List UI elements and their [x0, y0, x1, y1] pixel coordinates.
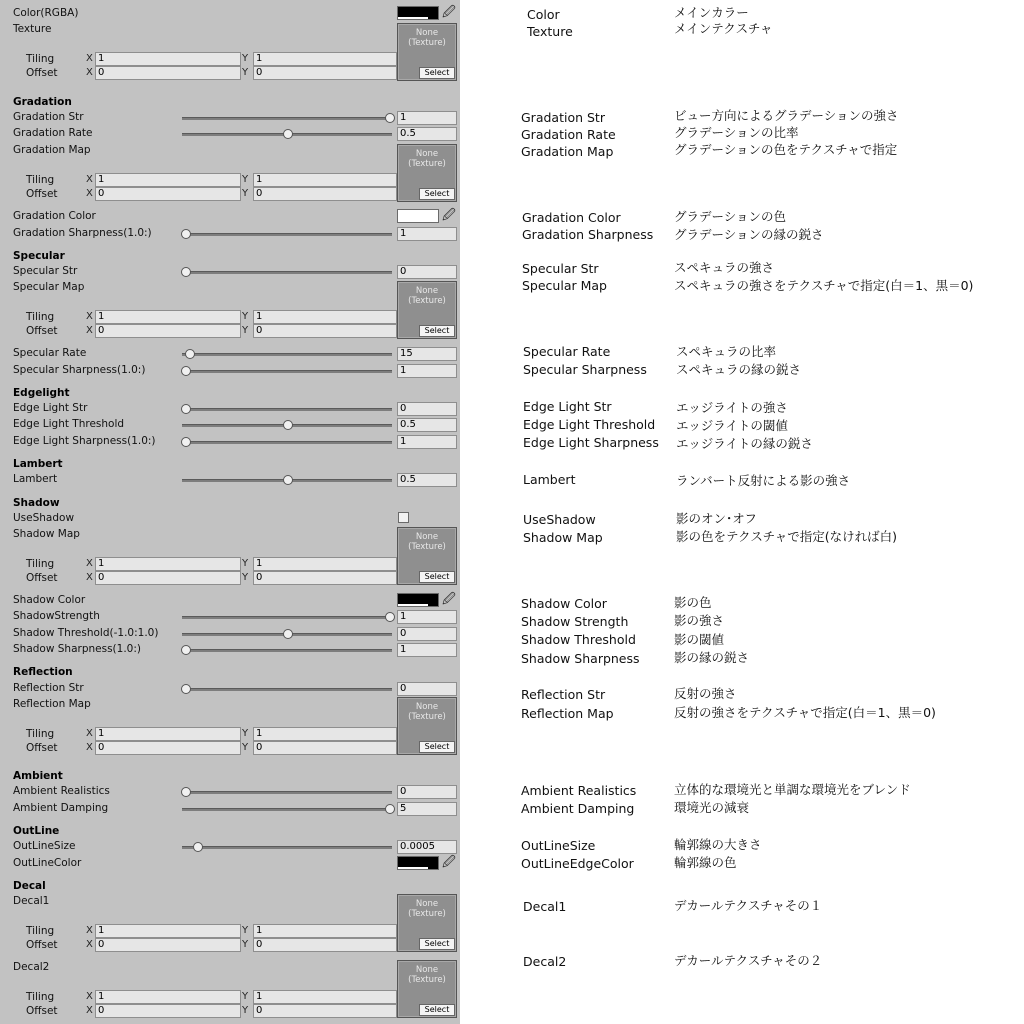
gradation-header: Gradation [13, 96, 72, 108]
tiling-label: Tiling [26, 925, 55, 937]
tiling-x-field[interactable]: 1 [95, 557, 241, 571]
shadow-strength-field[interactable]: 1 [397, 610, 457, 624]
doc-use-shadow-name: UseShadow [523, 512, 596, 527]
use-shadow-checkbox[interactable] [398, 512, 409, 523]
shadow-strength-slider[interactable] [182, 616, 392, 619]
texture-select-button[interactable]: Select [419, 67, 455, 79]
gradation-sharpness-label: Gradation Sharpness(1.0:) [13, 227, 152, 239]
x-axis-label: X [86, 325, 93, 336]
x-axis-label: X [86, 742, 93, 753]
doc-decal2-name: Decal2 [523, 954, 567, 969]
texture-none-text: None [415, 149, 439, 159]
gradation-str-field[interactable]: 1 [397, 111, 457, 125]
edgelight-header: Edgelight [13, 387, 70, 399]
doc-gradation-sharpness-name: Gradation Sharpness [522, 227, 654, 242]
tiling-y-field[interactable]: 1 [253, 310, 397, 324]
y-axis-label: Y [242, 558, 249, 569]
ambient-damping-slider-thumb[interactable] [385, 804, 395, 814]
doc-shadow-map-desc: 影の色をテクスチャで指定(なければ白) [676, 529, 898, 544]
outline-color-label: OutLineColor [13, 857, 82, 869]
tiling-label: Tiling [26, 991, 55, 1003]
offset-label: Offset [26, 325, 58, 337]
offset-label: Offset [26, 572, 58, 584]
shadow-color-label: Shadow Color [13, 594, 86, 606]
tiling-x-field[interactable]: 1 [95, 727, 241, 741]
offset-label: Offset [26, 939, 58, 951]
gradation-sharpness-slider-thumb[interactable] [181, 229, 191, 239]
x-axis-label: X [86, 67, 93, 78]
shadow-header: Shadow [13, 497, 60, 509]
doc-edge-light-threshold-name: Edge Light Threshold [523, 417, 656, 432]
decal-header: Decal [13, 880, 46, 892]
offset-x-field[interactable]: 0 [95, 324, 241, 338]
x-axis-label: X [86, 174, 93, 185]
tiling-label: Tiling [26, 311, 55, 323]
texture-type-text: (Texture) [408, 909, 446, 919]
texture-type-text: (Texture) [408, 296, 446, 306]
lambert-header: Lambert [13, 458, 63, 470]
edge-light-sharpness-field[interactable]: 1 [397, 435, 457, 449]
shadow-sharpness-field[interactable]: 1 [397, 643, 457, 657]
gradation-sharpness-slider[interactable] [182, 233, 392, 236]
offset-label: Offset [26, 742, 58, 754]
shadow-threshold-field[interactable]: 0 [397, 627, 457, 641]
doc-color-name: Color [527, 7, 560, 22]
decal2-texture-slot[interactable] [397, 960, 457, 1018]
doc-decal1-name: Decal1 [523, 899, 567, 914]
shadow-sharpness-slider-thumb[interactable] [181, 645, 191, 655]
ambient-realistics-field[interactable]: 0 [397, 785, 457, 799]
x-axis-label: X [86, 925, 93, 936]
outline-size-label: OutLineSize [13, 840, 76, 852]
x-axis-label: X [86, 572, 93, 583]
y-axis-label: Y [242, 174, 249, 185]
y-axis-label: Y [242, 939, 249, 950]
doc-specular-str-name: Specular Str [522, 261, 599, 276]
edge-light-sharpness-slider-thumb[interactable] [181, 437, 191, 447]
doc-lambert-name: Lambert [523, 472, 576, 487]
doc-edge-light-sharpness-name: Edge Light Sharpness [523, 435, 659, 450]
outline-header: OutLine [13, 825, 60, 837]
x-axis-label: X [86, 188, 93, 199]
outline-color-swatch[interactable] [397, 856, 439, 870]
doc-color-desc: メインカラー [674, 5, 749, 20]
reflection-str-slider-thumb[interactable] [181, 684, 191, 694]
shadow-threshold-slider-thumb[interactable] [283, 629, 293, 639]
reflection-str-field[interactable]: 0 [397, 682, 457, 696]
main-texture-slot[interactable] [397, 23, 457, 81]
doc-outline-color-desc: 輪郭線の色 [674, 855, 737, 870]
texture-select-button[interactable]: Select [419, 188, 455, 200]
specular-rate-field[interactable]: 15 [397, 347, 457, 361]
tiling-y-field[interactable]: 1 [253, 924, 397, 938]
doc-shadow-color-name: Shadow Color [521, 596, 607, 611]
texture-select-button[interactable]: Select [419, 741, 455, 753]
edge-light-str-slider[interactable] [182, 408, 392, 411]
gradation-sharpness-field[interactable]: 1 [397, 227, 457, 241]
texture-none-text: None [415, 28, 439, 38]
edge-light-threshold-slider-thumb[interactable] [283, 420, 293, 430]
doc-shadow-color-desc: 影の色 [674, 595, 712, 610]
doc-gradation-rate-desc: グラデーションの比率 [674, 125, 799, 140]
doc-outline-size-desc: 輪郭線の大きさ [674, 837, 762, 852]
x-axis-label: X [86, 311, 93, 322]
ambient-header: Ambient [13, 770, 63, 782]
offset-x-field[interactable]: 0 [95, 741, 241, 755]
texture-none-text: None [415, 702, 439, 712]
doc-gradation-str-desc: ビュー方向によるグラデーションの強さ [674, 108, 899, 123]
doc-shadow-map-name: Shadow Map [523, 530, 603, 545]
specular-map-label: Specular Map [13, 281, 85, 293]
shadow-strength-slider-thumb[interactable] [385, 612, 395, 622]
tiling-x-field[interactable]: 1 [95, 924, 241, 938]
ambient-damping-field[interactable]: 5 [397, 802, 457, 816]
eyedropper-icon[interactable]: 🖉 [442, 5, 456, 20]
specular-str-label: Specular Str [13, 265, 78, 277]
y-axis-label: Y [242, 67, 249, 78]
lambert-slider-thumb[interactable] [283, 475, 293, 485]
doc-gradation-sharpness-desc: グラデーションの縁の鋭さ [674, 227, 824, 242]
main-texture-label: Texture [13, 23, 52, 35]
doc-reflection-map-name: Reflection Map [521, 706, 614, 721]
ambient-realistics-slider-thumb[interactable] [181, 787, 191, 797]
y-axis-label: Y [242, 1005, 249, 1016]
gradation-str-slider-thumb[interactable] [385, 113, 395, 123]
shadow-sharpness-label: Shadow Sharpness(1.0:) [13, 643, 141, 655]
tiling-x-field[interactable]: 1 [95, 990, 241, 1004]
doc-gradation-map-desc: グラデーションの色をテクスチャで指定 [674, 142, 898, 157]
doc-shadow-strength-desc: 影の強さ [674, 613, 725, 628]
texture-none-text: None [415, 286, 439, 296]
tiling-label: Tiling [26, 174, 55, 186]
shadow-sharpness-slider[interactable] [182, 649, 392, 652]
y-axis-label: Y [242, 311, 249, 322]
doc-edge-light-str-desc: エッジライトの強さ [676, 400, 788, 415]
eyedropper-icon[interactable]: 🖉 [442, 855, 456, 870]
gradation-str-slider[interactable] [182, 117, 392, 120]
doc-gradation-str-name: Gradation Str [521, 110, 605, 125]
shadow-map-label: Shadow Map [13, 528, 80, 540]
shadow-map-texture-slot[interactable] [397, 527, 457, 585]
texture-type-text: (Texture) [408, 712, 446, 722]
decal2-label: Decal2 [13, 961, 50, 973]
doc-shadow-threshold-name: Shadow Threshold [521, 632, 636, 647]
edge-light-str-slider-thumb[interactable] [181, 404, 191, 414]
specular-sharpness-field[interactable]: 1 [397, 364, 457, 378]
texture-type-text: (Texture) [408, 159, 446, 169]
texture-select-button[interactable]: Select [419, 938, 455, 950]
tiling-x-field[interactable]: 1 [95, 173, 241, 187]
texture-type-text: (Texture) [408, 38, 446, 48]
edge-light-sharpness-slider[interactable] [182, 441, 392, 444]
outline-size-slider[interactable] [182, 846, 392, 849]
gradation-rate-slider-thumb[interactable] [283, 129, 293, 139]
texture-none-text: None [415, 965, 439, 975]
ambient-damping-slider[interactable] [182, 808, 392, 811]
texture-none-text: None [415, 899, 439, 909]
lambert-field[interactable]: 0.5 [397, 473, 457, 487]
offset-y-field[interactable]: 0 [253, 1004, 397, 1018]
doc-shadow-strength-name: Shadow Strength [521, 614, 629, 629]
gradation-rate-label: Gradation Rate [13, 127, 93, 139]
doc-shadow-sharpness-name: Shadow Sharpness [521, 651, 640, 666]
doc-decal2-desc: デカールテクスチャその２ [674, 953, 823, 968]
gradation-str-label: Gradation Str [13, 111, 84, 123]
y-axis-label: Y [242, 925, 249, 936]
edge-light-threshold-field[interactable]: 0.5 [397, 418, 457, 432]
specular-rate-slider-thumb[interactable] [185, 349, 195, 359]
specular-map-texture-slot[interactable] [397, 281, 457, 339]
doc-edge-light-str-name: Edge Light Str [523, 399, 612, 414]
shadow-threshold-label: Shadow Threshold(-1.0:1.0) [13, 627, 159, 639]
texture-select-button[interactable]: Select [419, 325, 455, 337]
gradation-rate-field[interactable]: 0.5 [397, 127, 457, 141]
offset-label: Offset [26, 188, 58, 200]
texture-type-text: (Texture) [408, 542, 446, 552]
outline-size-slider-thumb[interactable] [193, 842, 203, 852]
tiling-label: Tiling [26, 728, 55, 740]
eyedropper-icon[interactable]: 🖉 [442, 592, 456, 607]
y-axis-label: Y [242, 53, 249, 64]
offset-x-field[interactable]: 0 [95, 66, 241, 80]
doc-specular-sharpness-desc: スペキュラの縁の鋭さ [676, 362, 802, 377]
gradation-color-label: Gradation Color [13, 210, 96, 222]
reflection-map-label: Reflection Map [13, 698, 91, 710]
doc-gradation-color-desc: グラデーションの色 [674, 209, 787, 224]
gradation-map-texture-slot[interactable] [397, 144, 457, 202]
specular-sharpness-slider-thumb[interactable] [181, 366, 191, 376]
x-axis-label: X [86, 558, 93, 569]
tiling-label: Tiling [26, 558, 55, 570]
doc-specular-sharpness-name: Specular Sharpness [523, 362, 647, 377]
gradation-color-swatch[interactable] [397, 209, 439, 223]
doc-specular-rate-name: Specular Rate [523, 344, 611, 359]
decal1-texture-slot[interactable] [397, 894, 457, 952]
y-axis-label: Y [242, 572, 249, 583]
x-axis-label: X [86, 728, 93, 739]
offset-y-field[interactable]: 0 [253, 187, 397, 201]
specular-sharpness-slider[interactable] [182, 370, 392, 373]
doc-ambient-realistics-desc: 立体的な環境光と単調な環境光をブレンド [674, 782, 911, 797]
offset-y-field[interactable]: 0 [253, 571, 397, 585]
texture-select-button[interactable]: Select [419, 1004, 455, 1016]
texture-type-text: (Texture) [408, 975, 446, 985]
offset-y-field[interactable]: 0 [253, 66, 397, 80]
y-axis-label: Y [242, 991, 249, 1002]
specular-str-slider-thumb[interactable] [181, 267, 191, 277]
doc-gradation-rate-name: Gradation Rate [521, 127, 616, 142]
doc-reflection-str-desc: 反射の強さ [674, 686, 737, 701]
doc-ambient-damping-desc: 環境光の減衰 [674, 800, 750, 815]
tiling-x-field[interactable]: 1 [95, 52, 241, 66]
doc-specular-rate-desc: スペキュラの比率 [676, 344, 777, 359]
doc-reflection-map-desc: 反射の強さをテクスチャで指定(白＝1、黒＝0) [674, 705, 936, 720]
edge-light-str-field[interactable]: 0 [397, 402, 457, 416]
ambient-realistics-slider[interactable] [182, 791, 392, 794]
doc-ambient-damping-name: Ambient Damping [521, 801, 635, 816]
doc-specular-str-desc: スペキュラの強さ [674, 260, 775, 275]
doc-texture-name: Texture [527, 24, 573, 39]
doc-texture-desc: メインテクスチャ [674, 21, 773, 36]
reflection-str-slider[interactable] [182, 688, 392, 691]
eyedropper-icon[interactable]: 🖉 [442, 208, 456, 223]
edge-light-str-label: Edge Light Str [13, 402, 88, 414]
doc-ambient-realistics-name: Ambient Realistics [521, 783, 637, 798]
doc-outline-color-name: OutLineEdgeColor [521, 856, 634, 871]
edge-light-threshold-label: Edge Light Threshold [13, 418, 125, 430]
x-axis-label: X [86, 1005, 93, 1016]
doc-gradation-map-name: Gradation Map [521, 144, 614, 159]
use-shadow-label: UseShadow [13, 512, 75, 524]
ambient-damping-label: Ambient Damping [13, 802, 109, 814]
tiling-y-field[interactable]: 1 [253, 557, 397, 571]
property-description-list [460, 0, 1024, 1024]
doc-use-shadow-desc: 影のオン･オフ [676, 511, 757, 526]
y-axis-label: Y [242, 742, 249, 753]
y-axis-label: Y [242, 188, 249, 199]
offset-y-field[interactable]: 0 [253, 938, 397, 952]
specular-sharpness-label: Specular Sharpness(1.0:) [13, 364, 146, 376]
y-axis-label: Y [242, 728, 249, 739]
x-axis-label: X [86, 991, 93, 1002]
offset-y-field[interactable]: 0 [253, 324, 397, 338]
specular-rate-label: Specular Rate [13, 347, 87, 359]
tiling-y-field[interactable]: 1 [253, 990, 397, 1004]
ambient-realistics-label: Ambient Realistics [13, 785, 110, 797]
material-inspector-panel [0, 0, 461, 1024]
reflection-str-label: Reflection Str [13, 682, 84, 694]
offset-x-field[interactable]: 0 [95, 1004, 241, 1018]
gradation-map-label: Gradation Map [13, 144, 91, 156]
offset-x-field[interactable]: 0 [95, 938, 241, 952]
specular-header: Specular [13, 250, 65, 262]
texture-none-text: None [415, 532, 439, 542]
offset-x-field[interactable]: 0 [95, 571, 241, 585]
specular-rate-slider[interactable] [182, 353, 392, 356]
texture-select-button[interactable]: Select [419, 571, 455, 583]
y-axis-label: Y [242, 325, 249, 336]
lambert-label: Lambert [13, 473, 58, 485]
reflection-map-texture-slot[interactable] [397, 697, 457, 755]
doc-edge-light-sharpness-desc: エッジライトの縁の鋭さ [676, 436, 813, 451]
offset-y-field[interactable]: 0 [253, 741, 397, 755]
doc-shadow-sharpness-desc: 影の縁の鋭さ [674, 650, 750, 665]
outline-size-field[interactable]: 0.0005 [397, 840, 457, 854]
doc-specular-map-desc: スペキュラの強さをテクスチャで指定(白＝1、黒＝0) [674, 278, 974, 293]
x-axis-label: X [86, 53, 93, 64]
main-color-swatch[interactable] [397, 6, 439, 20]
tiling-label: Tiling [26, 53, 55, 65]
specular-str-field[interactable]: 0 [397, 265, 457, 279]
tiling-y-field[interactable]: 1 [253, 173, 397, 187]
doc-gradation-color-name: Gradation Color [522, 210, 621, 225]
tiling-y-field[interactable]: 1 [253, 52, 397, 66]
doc-decal1-desc: デカールテクスチャその１ [674, 898, 823, 913]
doc-lambert-desc: ランバート反射による影の強さ [676, 473, 851, 488]
doc-specular-map-name: Specular Map [522, 278, 607, 293]
x-axis-label: X [86, 939, 93, 950]
reflection-header: Reflection [13, 666, 73, 678]
shadow-color-swatch[interactable] [397, 593, 439, 607]
shadow-strength-label: ShadowStrength [13, 610, 100, 622]
offset-label: Offset [26, 1005, 58, 1017]
offset-x-field[interactable]: 0 [95, 187, 241, 201]
offset-label: Offset [26, 67, 58, 79]
decal1-label: Decal1 [13, 895, 50, 907]
specular-str-slider[interactable] [182, 271, 392, 274]
doc-edge-light-threshold-desc: エッジライトの閾値 [676, 418, 788, 433]
doc-outline-size-name: OutLineSize [521, 838, 596, 853]
edge-light-sharpness-label: Edge Light Sharpness(1.0:) [13, 435, 156, 447]
doc-reflection-str-name: Reflection Str [521, 687, 606, 702]
doc-shadow-threshold-desc: 影の閾値 [674, 632, 725, 647]
tiling-x-field[interactable]: 1 [95, 310, 241, 324]
main-color-label: Color(RGBA) [13, 7, 79, 19]
tiling-y-field[interactable]: 1 [253, 727, 397, 741]
